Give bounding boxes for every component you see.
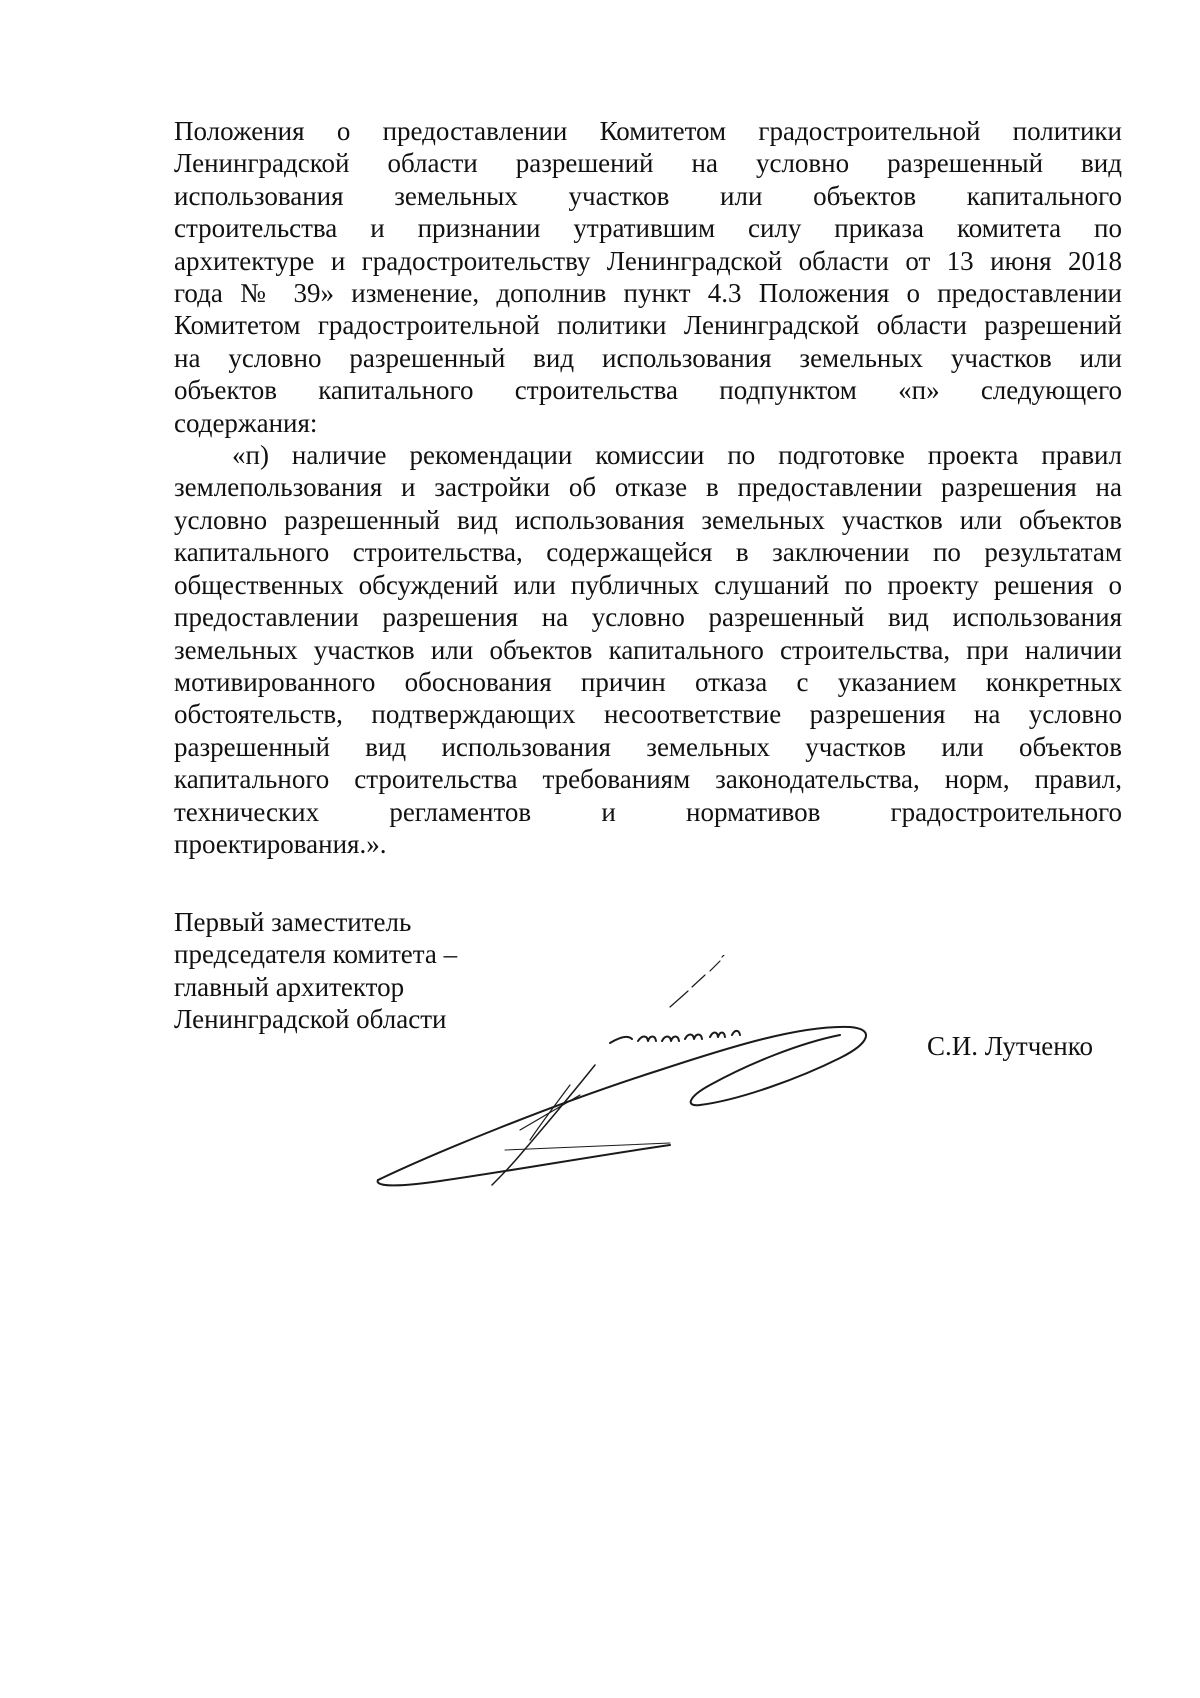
- text-line: условно разрешенный вид использования земельных участков или объектов: [174, 504, 1122, 535]
- document-body: [174, 115, 1122, 860]
- signatory-title-line: Ленинградской области: [174, 1004, 447, 1035]
- text-line: Комитетом градостроительной политики Ленинградской области разрешений: [174, 310, 1122, 341]
- signatory-title-line: председателя комитета –: [174, 939, 458, 970]
- signatory-title-line: главный архитектор: [174, 971, 405, 1002]
- text-line: предоставлении разрешения на условно разрешенный вид использования: [174, 602, 1122, 633]
- text-line: «п) наличие рекомендации комиссии по подготовке проекта правил: [232, 440, 1122, 471]
- signatory-name: С.И. Лутченко: [927, 1031, 1093, 1061]
- text-line: обстоятельств, подтверждающих несоответствие разрешения на условно: [174, 699, 1122, 730]
- text-line: разрешенный вид использования земельных участков или объектов: [174, 731, 1122, 762]
- text-line: проектирования.».: [174, 828, 387, 859]
- text-line: содержания:: [174, 407, 318, 438]
- text-line: строительства и признании утратившим силу приказа комитета по: [174, 213, 1122, 244]
- text-line: Ленинградской области разрешений на условно разрешенный вид: [174, 148, 1122, 179]
- text-line: технических регламентов и нормативов градостроительного: [174, 796, 1122, 827]
- handwritten-signature: [370, 955, 890, 1195]
- text-line: года № 39» изменение, дополнив пункт 4.3 Положения о предоставлении: [174, 278, 1122, 309]
- text-line: землепользования и застройки об отказе в предоставлении разрешения на: [174, 472, 1122, 503]
- text-line: общественных обсуждений или публичных слушаний по проекту решения о: [174, 569, 1122, 600]
- text-line: Положения о предоставлении Комитетом градостроительной политики: [174, 116, 1122, 146]
- text-line: архитектуре и градостроительству Ленинградской области от 13 июня 2018: [174, 245, 1122, 276]
- text-line: капитального строительства требованиям законодательства, норм, правил,: [174, 764, 1122, 795]
- text-line: использования земельных участков или объектов капитального: [174, 180, 1122, 211]
- paragraph-1: [174, 115, 1122, 439]
- signatory-title-line: Первый заместитель: [174, 907, 412, 937]
- paragraph-2: [174, 439, 1122, 860]
- text-line: мотивированного обоснования причин отказа с указанием конкретных: [174, 666, 1122, 697]
- text-line: земельных участков или объектов капитального строительства, при наличии: [174, 634, 1122, 665]
- text-line: на условно разрешенный вид использования земельных участков или: [174, 342, 1122, 373]
- text-line: капитального строительства, содержащейся в заключении по результатам: [174, 537, 1122, 568]
- text-line: объектов капитального строительства подпунктом «п» следующего: [174, 375, 1122, 406]
